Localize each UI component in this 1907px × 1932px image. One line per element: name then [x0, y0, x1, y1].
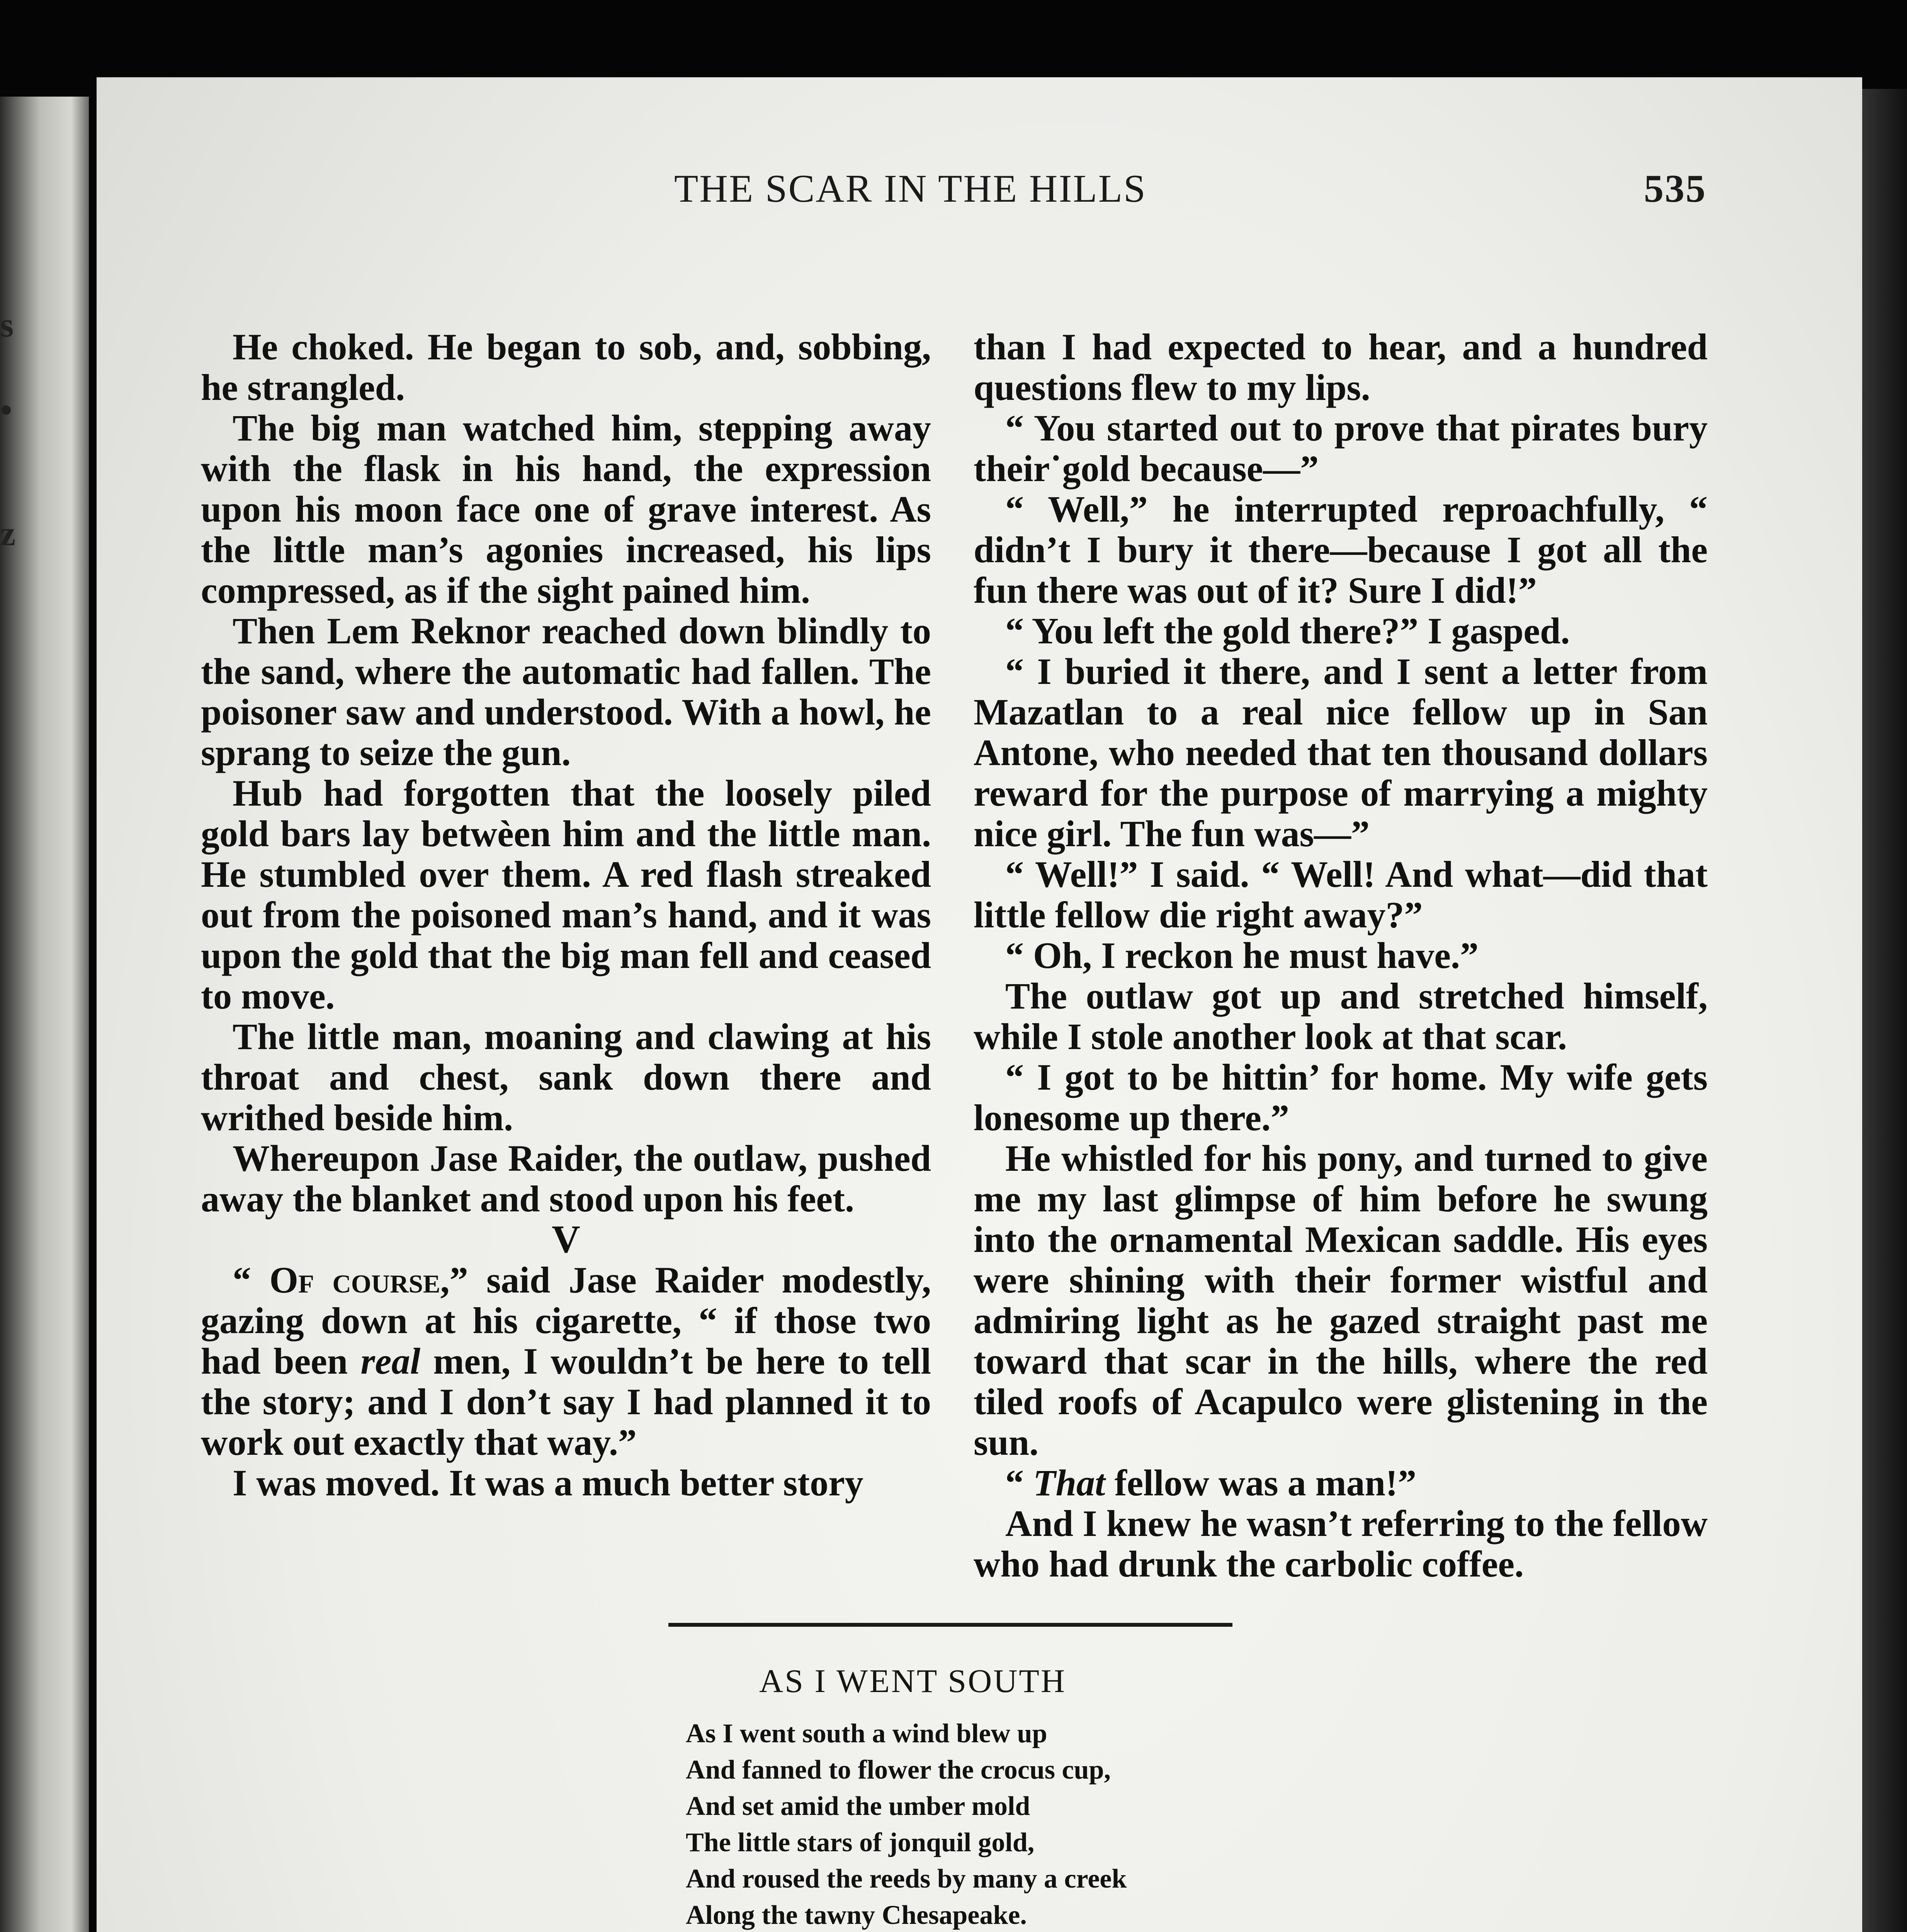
- poem-line: And fanned to flower the crocus cup,: [686, 1755, 1111, 1785]
- story-paragraph: “ You left the gold there?” I gasped.: [1005, 610, 1570, 651]
- poem-line: And roused the reeds by many a creek: [686, 1864, 1127, 1894]
- story-paragraph: Whereupon Jase Raider, the outlaw, pushed away the blanket and stood upon his feet.: [201, 1138, 931, 1219]
- story-paragraph: “ Well!” I said. “ Well! And what—did that little fellow die right away?”: [974, 854, 1708, 935]
- poem-line: And set amid the umber mold: [686, 1791, 1030, 1821]
- left-page-edge-glyph: •: [0, 391, 12, 429]
- story-paragraph: Hub had forgotten that the loosely piled gold bars lay betwèen him and the little man. He stumbled over them. A red flash streaked out from the poisoned man’s hand, and it was upon the gold that the big man fell and ceased to move.: [201, 772, 931, 1017]
- italic-emphasis: real: [360, 1340, 421, 1382]
- story-paragraph: “ Oh, I reckon he must have.”: [1005, 935, 1479, 976]
- section-divider-rule: [668, 1623, 1232, 1627]
- paragraph-text: fellow was a man!”: [1105, 1462, 1416, 1503]
- story-paragraph: than I had expected to hear, and a hundred questions flew to my lips.: [974, 326, 1708, 408]
- story-paragraph: The little man, moaning and clawing at his throat and chest, sank down there and writhed beside him.: [201, 1016, 931, 1138]
- poem-stanza: [686, 1716, 1536, 1932]
- story-paragraph: And I knew he wasn’t referring to the fellow who had drunk the carbolic coffee.: [974, 1503, 1708, 1585]
- story-paragraph: “ Well,” he interrupted reproachfully, “ didn’t I bury it there—because I got all the fun there was out of it? Sure I did!”: [974, 488, 1708, 611]
- open-quote: “: [233, 1259, 270, 1301]
- story-paragraph: “ I got to be hittin’ for home. My wife gets lonesome up there.”: [974, 1056, 1708, 1138]
- story-left-column: [201, 327, 931, 1503]
- poem-body: [686, 1716, 1536, 1932]
- story-paragraph: The outlaw got up and stretched himself, while I stole another look at that scar.: [974, 975, 1708, 1057]
- small-caps-lead: Of course,: [269, 1259, 450, 1301]
- section-numeral: V: [552, 1218, 580, 1261]
- poem-line: As I went south a wind blew up: [686, 1719, 1047, 1748]
- page-number: 535: [1644, 167, 1706, 211]
- poem-title: AS I WENT SOUTH: [759, 1662, 1066, 1699]
- running-head: THE SCAR IN THE HILLS: [674, 167, 1147, 211]
- poem-line: Along the tawny Chesapeake.: [686, 1900, 1027, 1930]
- story-paragraph: “ I buried it there, and I sent a letter from Mazatlan to a real nice fellow up in San Antone, who needed that ten thousand dollars reward for the purpose of marrying a mighty nice girl. The fun was—”: [974, 651, 1708, 854]
- story-paragraph: Then Lem Reknor reached down blindly to the sand, where the automatic had fallen. The poisoner saw and understood. With a howl, he sprang to seize the gun.: [201, 610, 931, 773]
- story-paragraph: “ You started out to prove that pirates bury their˙gold because—”: [974, 407, 1708, 489]
- story-paragraph: He choked. He began to sob, and, sobbing, he strangled.: [201, 326, 931, 408]
- story-right-column: [974, 327, 1708, 1584]
- story-paragraph: [974, 1463, 1708, 1503]
- poem-line: The little stars of jonquil gold,: [686, 1828, 1035, 1857]
- story-paragraph: I was moved. It was a much better story: [233, 1462, 863, 1503]
- italic-emphasis: That: [1033, 1462, 1105, 1503]
- left-page-edge: [0, 97, 89, 1932]
- paragraph-text: ” said Jase Raider modestly, gazing down at his cigarette, “ if those two had been: [201, 1259, 931, 1382]
- left-page-edge-glyph: z: [0, 515, 15, 553]
- left-page-edge-glyph: s: [0, 306, 14, 344]
- paragraph-text: men, I wouldn’t be here to tell the story; and I don’t say I had planned it to work out exactly that way.”: [201, 1340, 931, 1463]
- story-paragraph: The big man watched him, stepping away with the flask in his hand, the expression upon his moon face one of grave interest. As the little man’s agonies increased, his lips compressed, as if the sight pained him.: [201, 407, 931, 611]
- story-paragraph: He whistled for his pony, and turned to give me my last glimpse of him before he swung into the ornamental Mexican saddle. His eyes were shining with their former wistful and admiring light as he gazed straight past me toward that scar in the hills, where the red tiled roofs of Acapulco were glistening in the sun.: [974, 1138, 1708, 1463]
- open-quote: “: [1005, 1462, 1033, 1503]
- book-spine: [1862, 89, 1907, 1932]
- section-opening-paragraph: [201, 1260, 931, 1463]
